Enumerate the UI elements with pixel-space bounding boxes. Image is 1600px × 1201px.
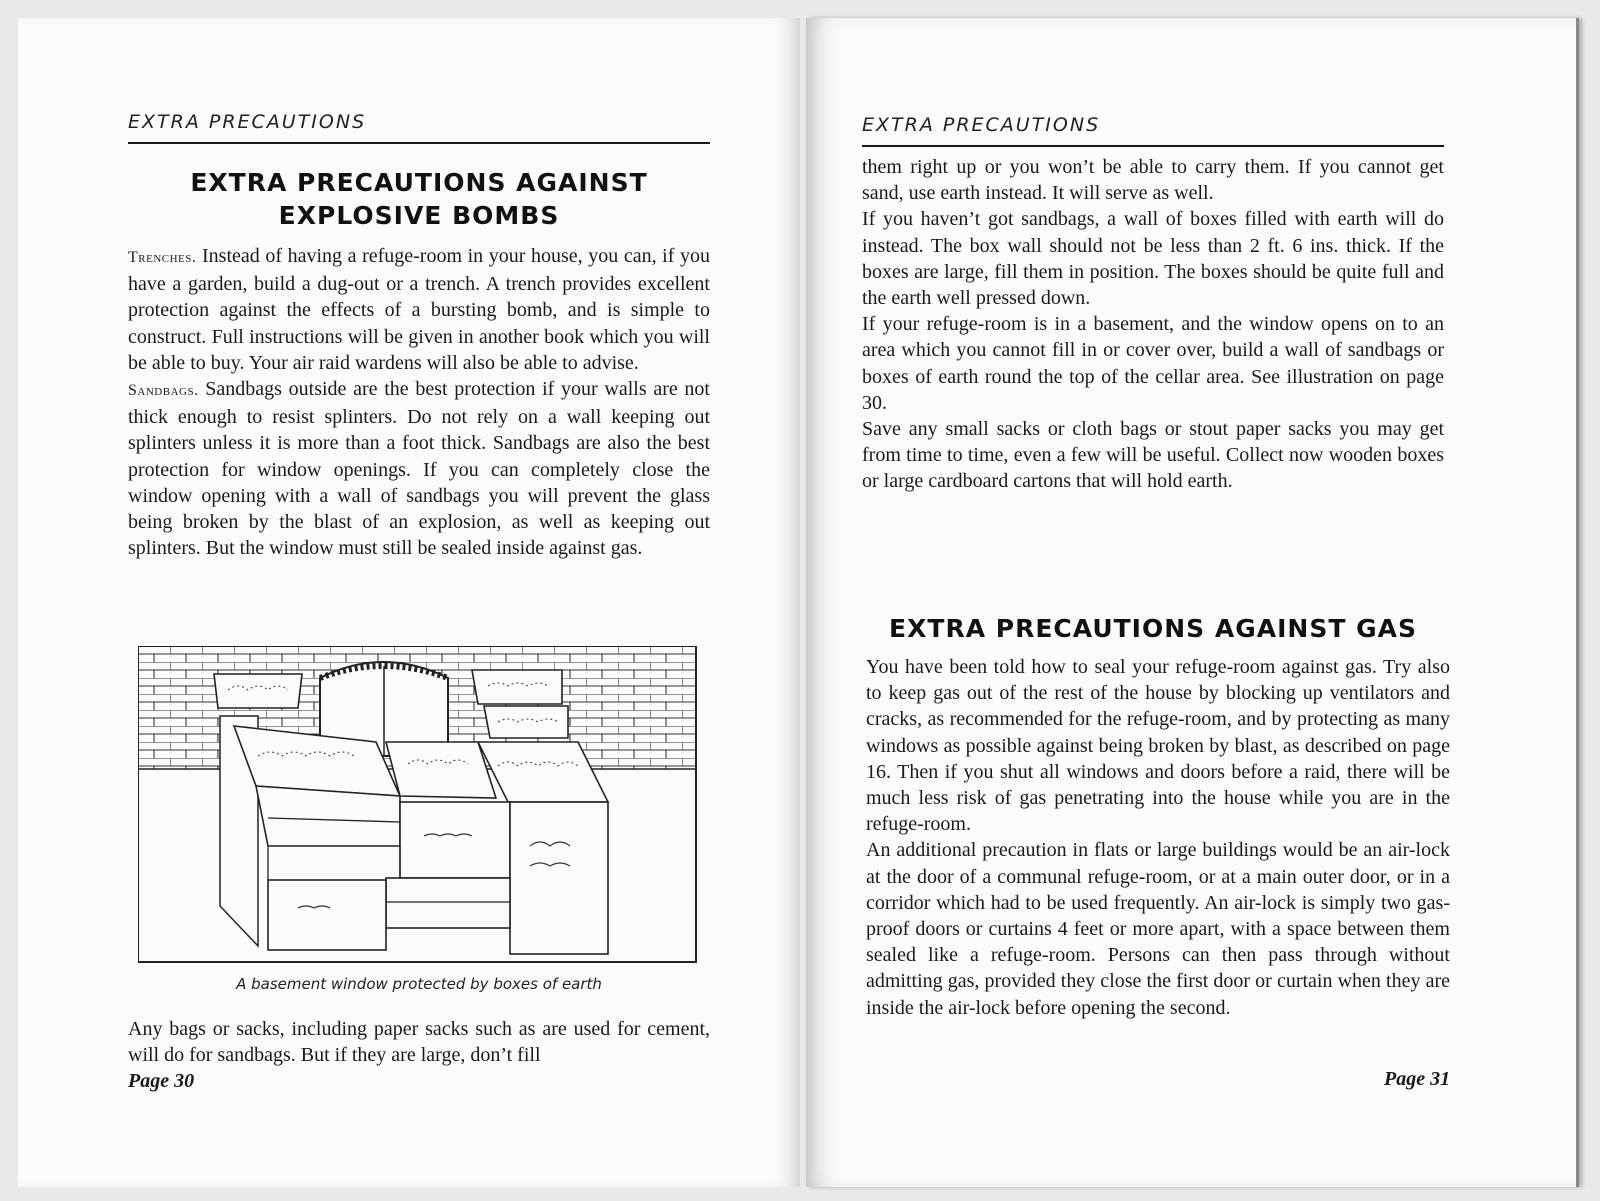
box bbox=[268, 880, 386, 950]
box bbox=[214, 674, 302, 708]
box bbox=[472, 670, 562, 704]
basement-window-illustration bbox=[138, 646, 698, 966]
box bbox=[484, 706, 568, 738]
left-heading-line-2: EXPLOSIVE BOMBS bbox=[278, 201, 560, 230]
right-section-heading: EXTRA PRECAUTIONS AGAINST GAS bbox=[889, 614, 1417, 643]
left-body-text bbox=[128, 243, 710, 561]
left-header-rule bbox=[128, 142, 710, 144]
sandbags-text: Sandbags outside are the best protection if your walls are not thick enough to resist splinters. Do not rely on a wall keeping out splinters unless it is more than a foot thick. Sandbags are also the best protection for window openings. If you can completely close the window opening with a wall of sandbags you will prevent the glass being broken by the blast of an explosion, as well as keeping out splinters. But the window must still be sealed inside against gas. bbox=[128, 378, 710, 560]
box bbox=[510, 802, 608, 954]
sandbags-label: Sandbags. bbox=[128, 382, 199, 400]
illustration-caption: A basement window protected by boxes of earth bbox=[236, 975, 602, 993]
left-heading-line-1: EXTRA PRECAUTIONS AGAINST bbox=[190, 168, 648, 197]
right-running-head: EXTRA PRECAUTIONS bbox=[862, 114, 1101, 136]
trenches-label: Trenches. bbox=[128, 249, 197, 266]
seal-house-paragraph: You have been told how to seal your refuge-room against gas. Try also to keep gas out of the rest of the house by blocking up ventilators and cracks, as recommended for the refuge-room, and by protecting as many windows as possible against being broken by blast, as described on page 16. Then if you shut all windows and doors before a raid, there will be much less risk of gas penetrating into the house while you are in the refuge-room. bbox=[866, 656, 1450, 836]
box bbox=[386, 742, 496, 798]
left-page-number: Page 30 bbox=[128, 1070, 195, 1092]
box bbox=[386, 878, 510, 928]
right-header-rule bbox=[862, 145, 1444, 147]
carry-paragraph: them right up or you won’t be able to carry them. If you cannot get sand, use earth instead. It will serve as well. bbox=[862, 156, 1444, 205]
box bbox=[256, 786, 400, 846]
right-body-text bbox=[862, 154, 1444, 495]
right-page-number: Page 31 bbox=[1384, 1068, 1451, 1090]
trenches-text: Instead of having a refuge-room in your house, you can, if you have a garden, build a dug-out or a trench. A trench provides excellent protection against the effects of a bursting bomb, and is simple to construct. Full instructions will be given in another book which you will be able to buy. Your air raid wardens will also be able to advise. bbox=[128, 245, 710, 374]
basement-paragraph: If your refuge-room is in a basement, and the window opens on to an area which you cannot fill in or cover over, build a wall of sandbags or boxes of earth round the top of the cellar area. See illustration on page 30. bbox=[862, 313, 1444, 414]
left-running-head: EXTRA PRECAUTIONS bbox=[128, 111, 367, 133]
trenches-paragraph bbox=[128, 243, 710, 376]
air-lock-paragraph: An additional precaution in flats or large buildings would be an air-lock at the door of a communal refuge-room, or at a main outer door, or in a corridor which had to be used frequently. An air-lock is simply two gas-proof doors or curtains 4 feet or more apart, with a space between them sealed like a refuge-room. Persons can then pass through without admitting gas, provided they close the first door or curtain when they are inside the air-lock before opening the second. bbox=[866, 839, 1450, 1019]
sandbags-paragraph bbox=[128, 376, 710, 561]
left-section-heading bbox=[128, 166, 710, 232]
box bbox=[400, 802, 510, 878]
left-continued-text bbox=[128, 1016, 710, 1068]
save-sacks-paragraph: Save any small sacks or cloth bags or stout paper sacks you may get from time to time, even a few will be useful. Collect now wooden boxes or large cardboard cartons that will hold earth. bbox=[862, 418, 1444, 493]
gas-body-text bbox=[866, 654, 1450, 1021]
box-wall-paragraph: If you haven’t got sandbags, a wall of boxes filled with earth will do instead. The box wall should not be less than 2 ft. 6 ins. thick. If the boxes are large, fill them in position. The boxes should be quite full and the earth well pressed down. bbox=[862, 208, 1444, 310]
bags-paragraph: Any bags or sacks, including paper sacks such as are used for cement, will do for sandbags. But if they are large, don’t fill bbox=[128, 1018, 710, 1067]
